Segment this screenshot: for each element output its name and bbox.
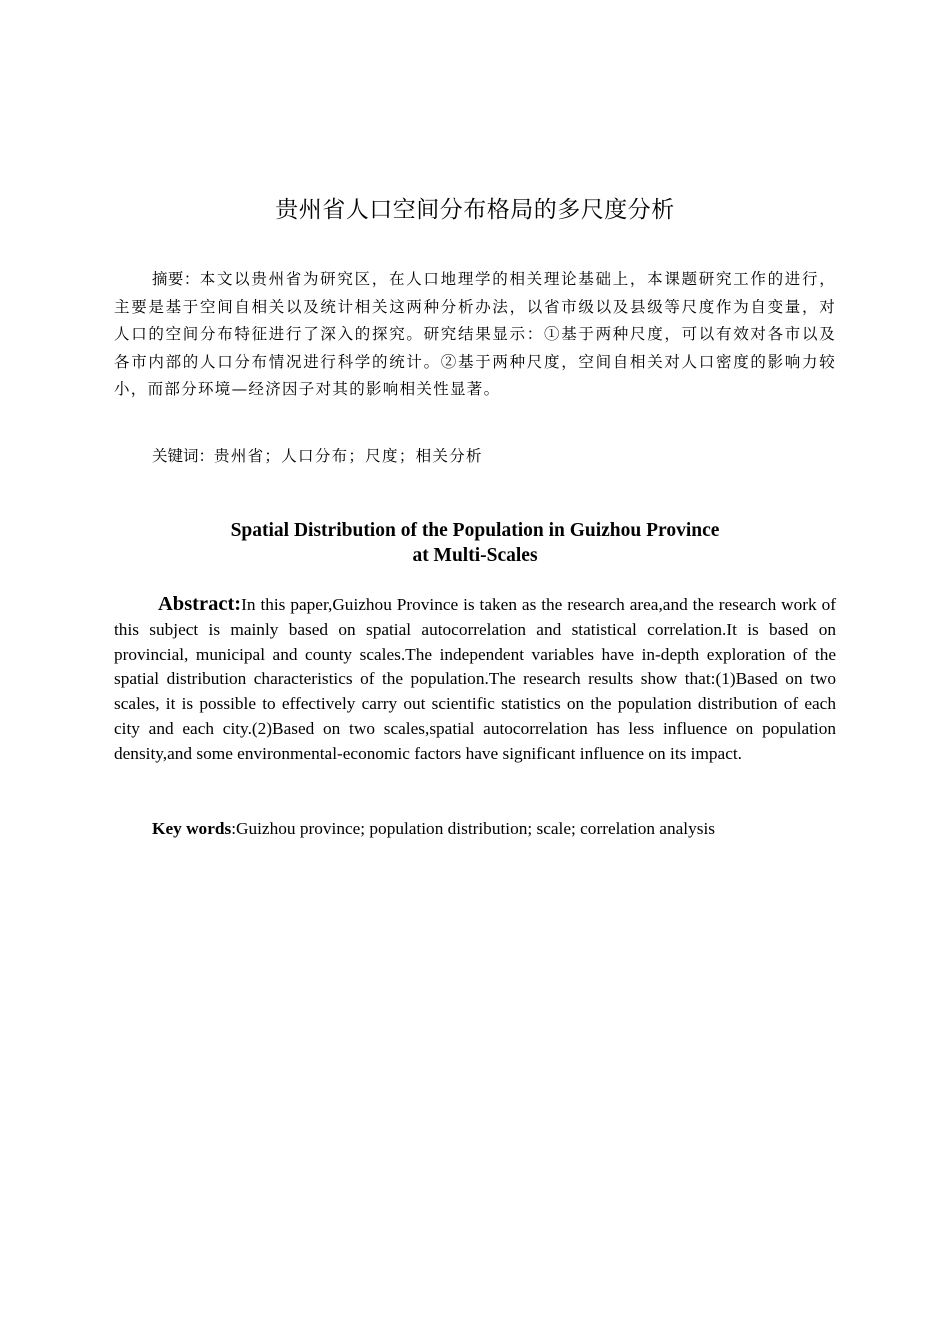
english-title-line-2: at Multi-Scales — [412, 545, 538, 566]
english-abstract-label: Abstract: — [158, 593, 242, 615]
english-keywords — [152, 816, 842, 842]
chinese-title: 贵州省人口空间分布格局的多尺度分析 — [275, 197, 675, 223]
english-keywords-label: Key words — [152, 819, 232, 838]
chinese-abstract — [114, 266, 836, 404]
english-abstract-text: In this paper,Guizhou Province is taken as the research area,and the research work of this subject is mainly based on spatial autocorrelation and statistical correlation.It is based on provincial, municipal and county scales.The independent variables have in-depth exploration of the spatial distribution characteristics of the population.The research results show that:(1)Based on two scales, it is possible to effectively carry out scientific statistics on the population distribution of each city and each city.(2)Based on two scales,spatial autocorrelation has less influence on population density,and some environmental-economic factors have significant influence on its impact. — [114, 595, 836, 763]
english-title-line-1: Spatial Distribution of the Population in Guizhou Province — [230, 520, 720, 541]
english-title — [0, 518, 950, 568]
chinese-abstract-text: 本文以贵州省为研究区，在人口地理学的相关理论基础上，本课题研究工作的进行，主要是基于空间自相关以及统计相关这两种分析办法，以省市级以及县级等尺度作为自变量，对人口的空间分布特征进行了深入的探究。研究结果显示：①基于两种尺度，可以有效对各市以及各市内部的人口分布情况进行科学的统计。②基于两种尺度，空间自相关对人口密度的影响力较小，而部分环境—经济因子对其的影响相关性显著。 — [114, 270, 836, 399]
chinese-abstract-label: 摘要： — [152, 270, 200, 288]
chinese-keywords-label: 关键词： — [152, 447, 215, 465]
chinese-keywords — [152, 442, 832, 470]
english-keywords-text: :Guizhou province; population distribution; scale; correlation analysis — [231, 819, 715, 838]
chinese-keywords-text: 贵州省；人口分布；尺度；相关分析 — [214, 447, 483, 465]
english-abstract — [114, 592, 836, 767]
